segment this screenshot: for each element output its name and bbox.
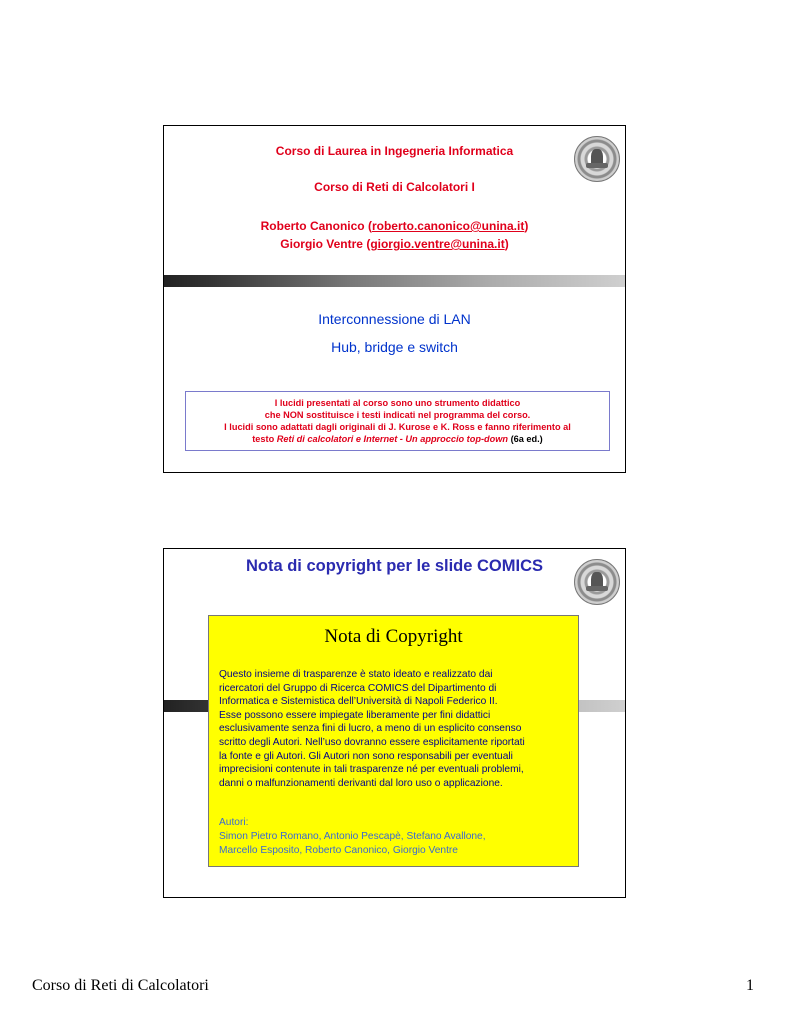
copyright-text	[219, 668, 574, 790]
copyright-line: danni o malfunzionamenti derivanti dal loro uso o applicazione.	[219, 777, 503, 789]
copyright-line: ricercatori del Gruppo di Ricerca COMICS del Dipartimento di	[219, 682, 497, 694]
page-number: 1	[746, 977, 754, 994]
footer-course: Corso di Reti di Calcolatori	[32, 977, 209, 994]
slide-title: Nota di copyright per le slide COMICS	[245, 557, 544, 575]
university-seal-icon	[574, 559, 620, 605]
copyright-line: esclusivamente senza fini di lucro, a meno di un esplicito consenso	[219, 723, 522, 735]
university-seal-icon	[574, 136, 620, 182]
disclaimer-line: I lucidi sono adattati dagli originali di J. Kurose e K. Ross e fanno riferimento al	[224, 422, 571, 432]
authors-list	[219, 830, 574, 857]
copyright-box	[208, 615, 579, 867]
slide-title	[163, 125, 626, 473]
class-name: Corso di Reti di Calcolatori I	[314, 180, 475, 194]
disclaimer-box	[185, 391, 610, 451]
slide-copyright	[163, 548, 626, 898]
copyright-line: Questo insieme di trasparenze è stato ideato e realizzato dai	[219, 669, 493, 680]
copyright-line: Informatica e Sistemistica dell’Università di Napoli Federico II.	[219, 696, 498, 708]
copyright-line: Esse possono essere impiegate liberamente per fini didattici	[219, 709, 491, 721]
course-name: Corso di Laurea in Ingegneria Informatica	[275, 144, 514, 158]
topic-subtitle: Hub, bridge e switch	[331, 339, 458, 355]
topic-title: Interconnessione di LAN	[318, 311, 471, 327]
copyright-line: scritto degli Autori. Nell’uso dovranno essere esplicitamente riportati	[219, 736, 525, 748]
authors-line: Marcello Esposito, Roberto Canonico, Giorgio Ventre	[219, 844, 458, 856]
authors-line: Simon Pietro Romano, Antonio Pescapè, Stefano Avallone,	[219, 831, 486, 842]
divider-bar	[164, 275, 625, 287]
author-line-1: Roberto Canonico (roberto.canonico@unina.it)	[260, 219, 529, 233]
author2-email-link[interactable]: giorgio.ventre@unina.it	[370, 237, 505, 251]
disclaimer-line: I lucidi presentati al corso sono uno strumento didattico	[274, 398, 521, 408]
disclaimer-line: testo Reti di calcolatori e Internet - Un approccio top-down (6a ed.)	[252, 434, 543, 444]
author-line-2: Giorgio Ventre (giorgio.ventre@unina.it)	[280, 237, 509, 251]
authors-heading: Autori:	[219, 817, 249, 828]
copyright-line: imprecisioni contenute in tali trasparenze né per eventuali problemi,	[219, 764, 524, 776]
author1-email-link[interactable]: roberto.canonico@unina.it	[371, 219, 525, 233]
copyright-box-title: Nota di Copyright	[324, 626, 463, 647]
copyright-line: la fonte e gli Autori. Gli Autori non sono responsabili per eventuali	[219, 750, 513, 762]
disclaimer-line: che NON sostituisce i testi indicati nel programma del corso.	[264, 410, 531, 420]
